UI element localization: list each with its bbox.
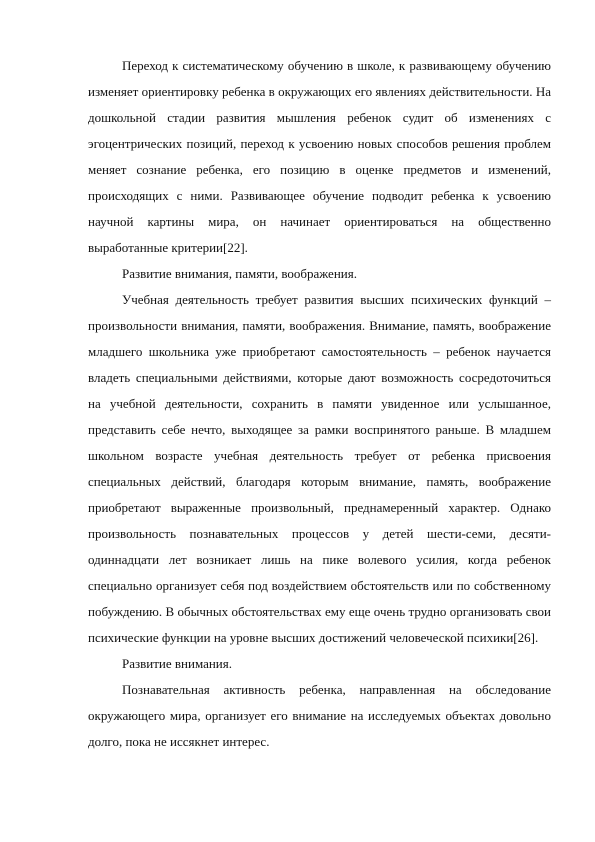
section-heading-attention-memory-imagination: Развитие внимания, памяти, воображения.: [122, 266, 357, 281]
paragraph-learning-activity: Учебная деятельность требует развития высших психических функций – произвольности внимания, памяти, воображения. Внимание, память, воображение младшего школьника уже приобретают самостоятельность – ребенок научается владеть специальными действиями, которые дают возможность сосредоточиться на учебной деятельности, сохранить в памяти увиденное или услышанное, представить себе нечто, выходящее за рамки воспринятого раньше. В младшем школьном возрасте учебная деятельность требует от ребенка присвоения специальных действий, благодаря которым внимание, память, воображение приобретают выраженные произвольный, преднамеренный характер. Однако произвольность познавательных процессов у детей шести-семи, десяти-одиннадцати лет возникает лишь на пике волевого усилия, когда ребенок специально организует себя под воздействием обстоятельств или по собственному побуждению. В обычных обстоятельствах ему еще очень трудно организовать свои психические функции на уровне высших достижений человеческой психики[26].: [88, 292, 551, 645]
paragraph-cognitive-activity: Познавательная активность ребенка, направленная на обследование окружающего мира, организует его внимание на исследуемых объектах довольно долго, пока не иссякнет интерес.: [88, 682, 551, 749]
paragraph-school-transition: Переход к систематическому обучению в школе, к развивающему обучению изменяет ориентировку ребенка в окружающих его явлениях действительности. На дошкольной стадии развития мышления ребенок судит об изменениях с эгоцентрических позиций, переход к усвоению новых способов решения проблем меняет сознание ребенка, его позицию в оценке предметов и изменений, происходящих с ними. Развивающее обучение подводит ребенка к усвоению научной картины мира, он начинает ориентироваться на общественно выработанные критерии[22].: [88, 58, 551, 255]
document-body: [88, 53, 551, 755]
section-heading-attention: Развитие внимания.: [122, 656, 232, 671]
